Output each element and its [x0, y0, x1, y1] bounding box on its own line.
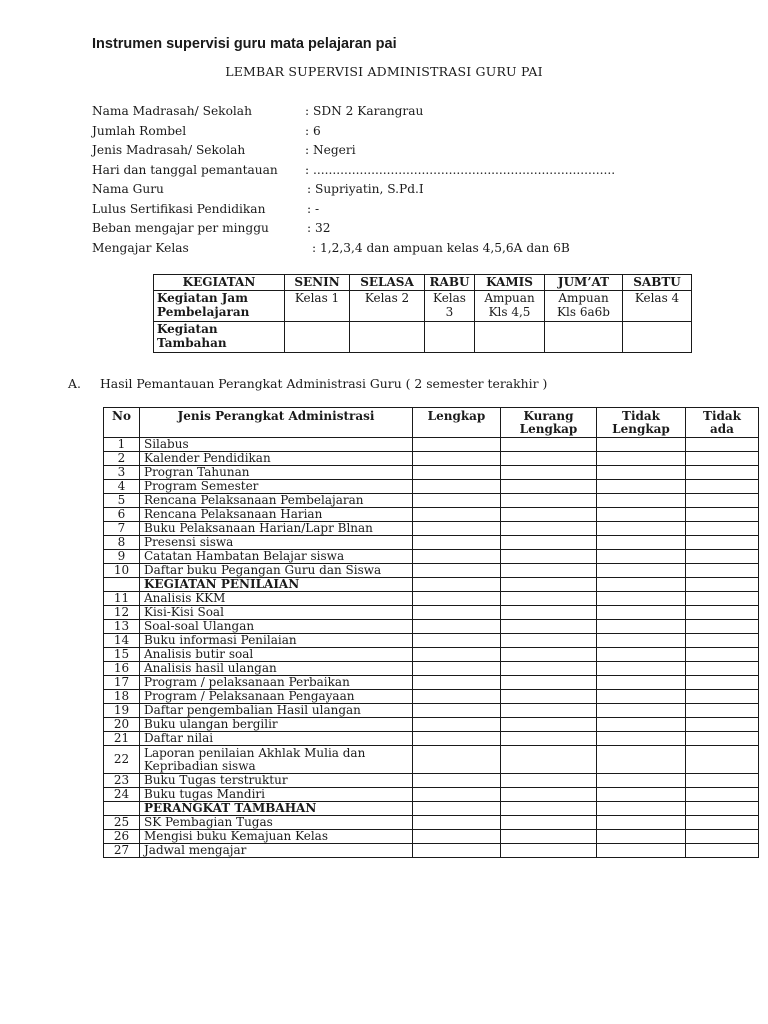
- table-row: [104, 452, 759, 466]
- row-number: 7: [104, 522, 140, 536]
- row-number: 9: [104, 550, 140, 564]
- info-value: : Supriyatin, S.Pd.I: [307, 182, 424, 196]
- item-name: SK Pembagian Tugas: [140, 816, 413, 830]
- check-cell: [501, 452, 597, 466]
- check-cell: [597, 830, 686, 844]
- row-number: 5: [104, 494, 140, 508]
- checklist-header-row: [104, 408, 759, 438]
- schedule-row-label: Kegiatan Jam Pembelajaran: [154, 291, 285, 322]
- table-row: [104, 648, 759, 662]
- check-cell: [686, 438, 759, 452]
- check-cell: [686, 522, 759, 536]
- row-number: 26: [104, 830, 140, 844]
- table-row: [104, 494, 759, 508]
- row-number: 11: [104, 592, 140, 606]
- check-cell: [413, 564, 501, 578]
- section-label: PERANGKAT TAMBAHAN: [140, 802, 413, 816]
- item-name: Presensi siswa: [140, 536, 413, 550]
- checklist-header-cell: Kurang Lengkap: [501, 408, 597, 438]
- info-label: Mengajar Kelas: [92, 241, 189, 255]
- check-cell: [413, 704, 501, 718]
- check-cell: [597, 844, 686, 858]
- check-cell: [413, 830, 501, 844]
- check-cell: [413, 494, 501, 508]
- info-value: : 32: [307, 221, 331, 235]
- check-cell: [501, 606, 597, 620]
- table-row: [104, 438, 759, 452]
- item-name: Daftar nilai: [140, 732, 413, 746]
- section-header-row: [104, 578, 759, 592]
- check-cell: [686, 844, 759, 858]
- admin-checklist-table: [103, 407, 759, 858]
- checklist-header-cell: Tidak Lengkap: [597, 408, 686, 438]
- schedule-cell: Ampuan Kls 4,5: [475, 291, 545, 322]
- check-cell: [501, 690, 597, 704]
- schedule-cell: Kelas 2: [350, 291, 425, 322]
- check-cell: [686, 634, 759, 648]
- row-number: 8: [104, 536, 140, 550]
- check-cell: [686, 718, 759, 732]
- row-number: 20: [104, 718, 140, 732]
- check-cell: [597, 536, 686, 550]
- item-name: Daftar buku Pegangan Guru dan Siswa: [140, 564, 413, 578]
- check-cell: [501, 718, 597, 732]
- check-cell: [413, 466, 501, 480]
- table-row: [104, 466, 759, 480]
- check-cell: [413, 816, 501, 830]
- table-row: [104, 536, 759, 550]
- check-cell: [501, 508, 597, 522]
- row-number: 1: [104, 438, 140, 452]
- check-cell: [413, 508, 501, 522]
- row-number: 3: [104, 466, 140, 480]
- check-cell: [501, 662, 597, 676]
- check-cell: [597, 522, 686, 536]
- row-number: 12: [104, 606, 140, 620]
- check-cell: [413, 522, 501, 536]
- item-name: Buku informasi Penilaian: [140, 634, 413, 648]
- item-name: Jadwal mengajar: [140, 844, 413, 858]
- check-cell: [597, 508, 686, 522]
- check-cell: [501, 536, 597, 550]
- check-cell: [597, 480, 686, 494]
- check-cell: [597, 816, 686, 830]
- schedule-row: [154, 291, 692, 322]
- item-name: Program Semester: [140, 480, 413, 494]
- item-name: Laporan penilaian Akhlak Mulia dan Kepribadian siswa: [140, 746, 413, 774]
- schedule-cell: [425, 322, 475, 353]
- check-cell: [413, 802, 501, 816]
- table-row: [104, 788, 759, 802]
- table-row: [104, 718, 759, 732]
- check-cell: [686, 662, 759, 676]
- check-cell: [686, 452, 759, 466]
- item-name: Rencana Pelaksanaan Pembelajaran: [140, 494, 413, 508]
- check-cell: [597, 718, 686, 732]
- info-value: : -: [307, 202, 320, 216]
- check-cell: [501, 550, 597, 564]
- info-label: Jenis Madrasah/ Sekolah: [92, 143, 246, 157]
- check-cell: [686, 606, 759, 620]
- table-row: [104, 732, 759, 746]
- checklist-header-cell: Lengkap: [413, 408, 501, 438]
- info-label: Nama Madrasah/ Sekolah: [92, 104, 252, 118]
- check-cell: [413, 480, 501, 494]
- check-cell: [413, 438, 501, 452]
- schedule-header-cell: SABTU: [623, 275, 692, 291]
- check-cell: [597, 802, 686, 816]
- item-name: Program / Pelaksanaan Pengayaan: [140, 690, 413, 704]
- check-cell: [686, 620, 759, 634]
- check-cell: [686, 830, 759, 844]
- table-row: [104, 480, 759, 494]
- row-number: 6: [104, 508, 140, 522]
- check-cell: [686, 816, 759, 830]
- check-cell: [501, 788, 597, 802]
- check-cell: [501, 494, 597, 508]
- schedule-header-cell: KAMIS: [475, 275, 545, 291]
- section-letter: A.: [68, 376, 81, 391]
- table-row: [104, 816, 759, 830]
- check-cell: [413, 620, 501, 634]
- check-cell: [501, 676, 597, 690]
- item-name: Silabus: [140, 438, 413, 452]
- info-label: Lulus Sertifikasi Pendidikan: [92, 202, 266, 216]
- schedule-row-label: Kegiatan Tambahan: [154, 322, 285, 353]
- table-row: [104, 844, 759, 858]
- check-cell: [597, 690, 686, 704]
- check-cell: [597, 676, 686, 690]
- check-cell: [413, 452, 501, 466]
- row-number: 14: [104, 634, 140, 648]
- row-number: 19: [104, 704, 140, 718]
- check-cell: [686, 648, 759, 662]
- check-cell: [413, 774, 501, 788]
- check-cell: [686, 746, 759, 774]
- table-row: [104, 704, 759, 718]
- schedule-cell: Kelas 4: [623, 291, 692, 322]
- item-name: Soal-soal Ulangan: [140, 620, 413, 634]
- check-cell: [501, 648, 597, 662]
- check-cell: [686, 802, 759, 816]
- row-number: 18: [104, 690, 140, 704]
- item-name: Mengisi buku Kemajuan Kelas: [140, 830, 413, 844]
- row-number: 13: [104, 620, 140, 634]
- table-row: [104, 830, 759, 844]
- info-label: Beban mengajar per minggu: [92, 221, 269, 235]
- item-name: Analisis KKM: [140, 592, 413, 606]
- check-cell: [501, 704, 597, 718]
- item-name: Rencana Pelaksanaan Harian: [140, 508, 413, 522]
- check-cell: [413, 606, 501, 620]
- row-number: 2: [104, 452, 140, 466]
- check-cell: [597, 620, 686, 634]
- check-cell: [686, 592, 759, 606]
- check-cell: [597, 746, 686, 774]
- check-cell: [501, 774, 597, 788]
- check-cell: [501, 634, 597, 648]
- item-name: Kalender Pendidikan: [140, 452, 413, 466]
- item-name: Analisis butir soal: [140, 648, 413, 662]
- schedule-cell: Kelas 1: [285, 291, 350, 322]
- schedule-header-row: [154, 275, 692, 291]
- checklist-header-cell: No: [104, 408, 140, 438]
- schedule-header-cell: RABU: [425, 275, 475, 291]
- check-cell: [597, 774, 686, 788]
- check-cell: [686, 732, 759, 746]
- check-cell: [413, 550, 501, 564]
- check-cell: [413, 634, 501, 648]
- schedule-cell: Ampuan Kls 6a6b: [545, 291, 623, 322]
- weekly-schedule-table: [153, 274, 692, 353]
- row-number: [104, 802, 140, 816]
- schedule-header-cell: KEGIATAN: [154, 275, 285, 291]
- schedule-cell: [285, 322, 350, 353]
- check-cell: [501, 480, 597, 494]
- check-cell: [501, 592, 597, 606]
- checklist-header-cell: Jenis Perangkat Administrasi: [140, 408, 413, 438]
- check-cell: [597, 564, 686, 578]
- table-row: [104, 550, 759, 564]
- item-name: Analisis hasil ulangan: [140, 662, 413, 676]
- check-cell: [686, 536, 759, 550]
- check-cell: [501, 564, 597, 578]
- check-cell: [413, 788, 501, 802]
- check-cell: [686, 466, 759, 480]
- check-cell: [686, 788, 759, 802]
- check-cell: [597, 578, 686, 592]
- check-cell: [501, 844, 597, 858]
- schedule-cell: [623, 322, 692, 353]
- check-cell: [597, 466, 686, 480]
- check-cell: [686, 774, 759, 788]
- check-cell: [686, 550, 759, 564]
- info-value: : ..............................................................................: [305, 163, 616, 177]
- section-label: KEGIATAN PENILAIAN: [140, 578, 413, 592]
- table-row: [104, 508, 759, 522]
- table-row: [104, 676, 759, 690]
- info-value: : SDN 2 Karangrau: [305, 104, 424, 118]
- item-name: Program / pelaksanaan Perbaikan: [140, 676, 413, 690]
- check-cell: [686, 508, 759, 522]
- info-label: Hari dan tanggal pemantauan: [92, 163, 278, 177]
- check-cell: [686, 578, 759, 592]
- row-number: 24: [104, 788, 140, 802]
- check-cell: [597, 438, 686, 452]
- table-row: [104, 564, 759, 578]
- table-row: [104, 606, 759, 620]
- check-cell: [597, 606, 686, 620]
- check-cell: [597, 634, 686, 648]
- row-number: 10: [104, 564, 140, 578]
- check-cell: [501, 816, 597, 830]
- check-cell: [686, 494, 759, 508]
- table-row: [104, 592, 759, 606]
- check-cell: [597, 452, 686, 466]
- check-cell: [413, 592, 501, 606]
- schedule-row: [154, 322, 692, 353]
- schedule-header-cell: SENIN: [285, 275, 350, 291]
- check-cell: [597, 788, 686, 802]
- check-cell: [597, 704, 686, 718]
- row-number: [104, 578, 140, 592]
- schedule-cell: Kelas 3: [425, 291, 475, 322]
- check-cell: [501, 438, 597, 452]
- row-number: 15: [104, 648, 140, 662]
- check-cell: [413, 676, 501, 690]
- check-cell: [501, 746, 597, 774]
- check-cell: [597, 592, 686, 606]
- check-cell: [501, 466, 597, 480]
- check-cell: [686, 704, 759, 718]
- check-cell: [686, 676, 759, 690]
- check-cell: [501, 620, 597, 634]
- check-cell: [686, 690, 759, 704]
- check-cell: [413, 662, 501, 676]
- row-number: 16: [104, 662, 140, 676]
- item-name: Catatan Hambatan Belajar siswa: [140, 550, 413, 564]
- check-cell: [413, 690, 501, 704]
- check-cell: [597, 648, 686, 662]
- check-cell: [413, 648, 501, 662]
- check-cell: [501, 830, 597, 844]
- check-cell: [597, 494, 686, 508]
- info-label: Nama Guru: [92, 182, 164, 196]
- table-row: [104, 522, 759, 536]
- check-cell: [597, 550, 686, 564]
- row-number: 17: [104, 676, 140, 690]
- document-title: Instrumen supervisi guru mata pelajaran pai: [92, 36, 397, 52]
- check-cell: [413, 578, 501, 592]
- info-value: : Negeri: [305, 143, 356, 157]
- item-name: Kisi-Kisi Soal: [140, 606, 413, 620]
- table-row: [104, 662, 759, 676]
- check-cell: [413, 746, 501, 774]
- check-cell: [413, 718, 501, 732]
- row-number: 27: [104, 844, 140, 858]
- table-row: [104, 634, 759, 648]
- schedule-cell: [475, 322, 545, 353]
- info-value: : 6: [305, 124, 321, 138]
- section-title: Hasil Pemantauan Perangkat Administrasi Guru ( 2 semester terakhir ): [100, 376, 548, 391]
- item-name: Buku Tugas terstruktur: [140, 774, 413, 788]
- item-name: Buku ulangan bergilir: [140, 718, 413, 732]
- check-cell: [413, 844, 501, 858]
- check-cell: [501, 578, 597, 592]
- form-subtitle: LEMBAR SUPERVISI ADMINISTRASI GURU PAI: [225, 64, 543, 79]
- check-cell: [597, 732, 686, 746]
- table-row: [104, 774, 759, 788]
- check-cell: [597, 662, 686, 676]
- info-value: : 1,2,3,4 dan ampuan kelas 4,5,6A dan 6B: [312, 241, 570, 255]
- row-number: 4: [104, 480, 140, 494]
- check-cell: [413, 536, 501, 550]
- section-header-row: [104, 802, 759, 816]
- table-row: [104, 690, 759, 704]
- schedule-header-cell: SELASA: [350, 275, 425, 291]
- schedule-header-cell: JUM’AT: [545, 275, 623, 291]
- item-name: Buku tugas Mandiri: [140, 788, 413, 802]
- item-name: Daftar pengembalian Hasil ulangan: [140, 704, 413, 718]
- item-name: Buku Pelaksanaan Harian/Lapr Blnan: [140, 522, 413, 536]
- table-row: [104, 620, 759, 634]
- schedule-cell: [545, 322, 623, 353]
- check-cell: [501, 522, 597, 536]
- check-cell: [501, 732, 597, 746]
- checklist-header-cell: Tidak ada: [686, 408, 759, 438]
- schedule-cell: [350, 322, 425, 353]
- check-cell: [501, 802, 597, 816]
- table-row: [104, 746, 759, 774]
- item-name: Progran Tahunan: [140, 466, 413, 480]
- check-cell: [413, 732, 501, 746]
- row-number: 23: [104, 774, 140, 788]
- row-number: 22: [104, 746, 140, 774]
- check-cell: [686, 480, 759, 494]
- info-label: Jumlah Rombel: [92, 124, 187, 138]
- row-number: 25: [104, 816, 140, 830]
- row-number: 21: [104, 732, 140, 746]
- check-cell: [686, 564, 759, 578]
